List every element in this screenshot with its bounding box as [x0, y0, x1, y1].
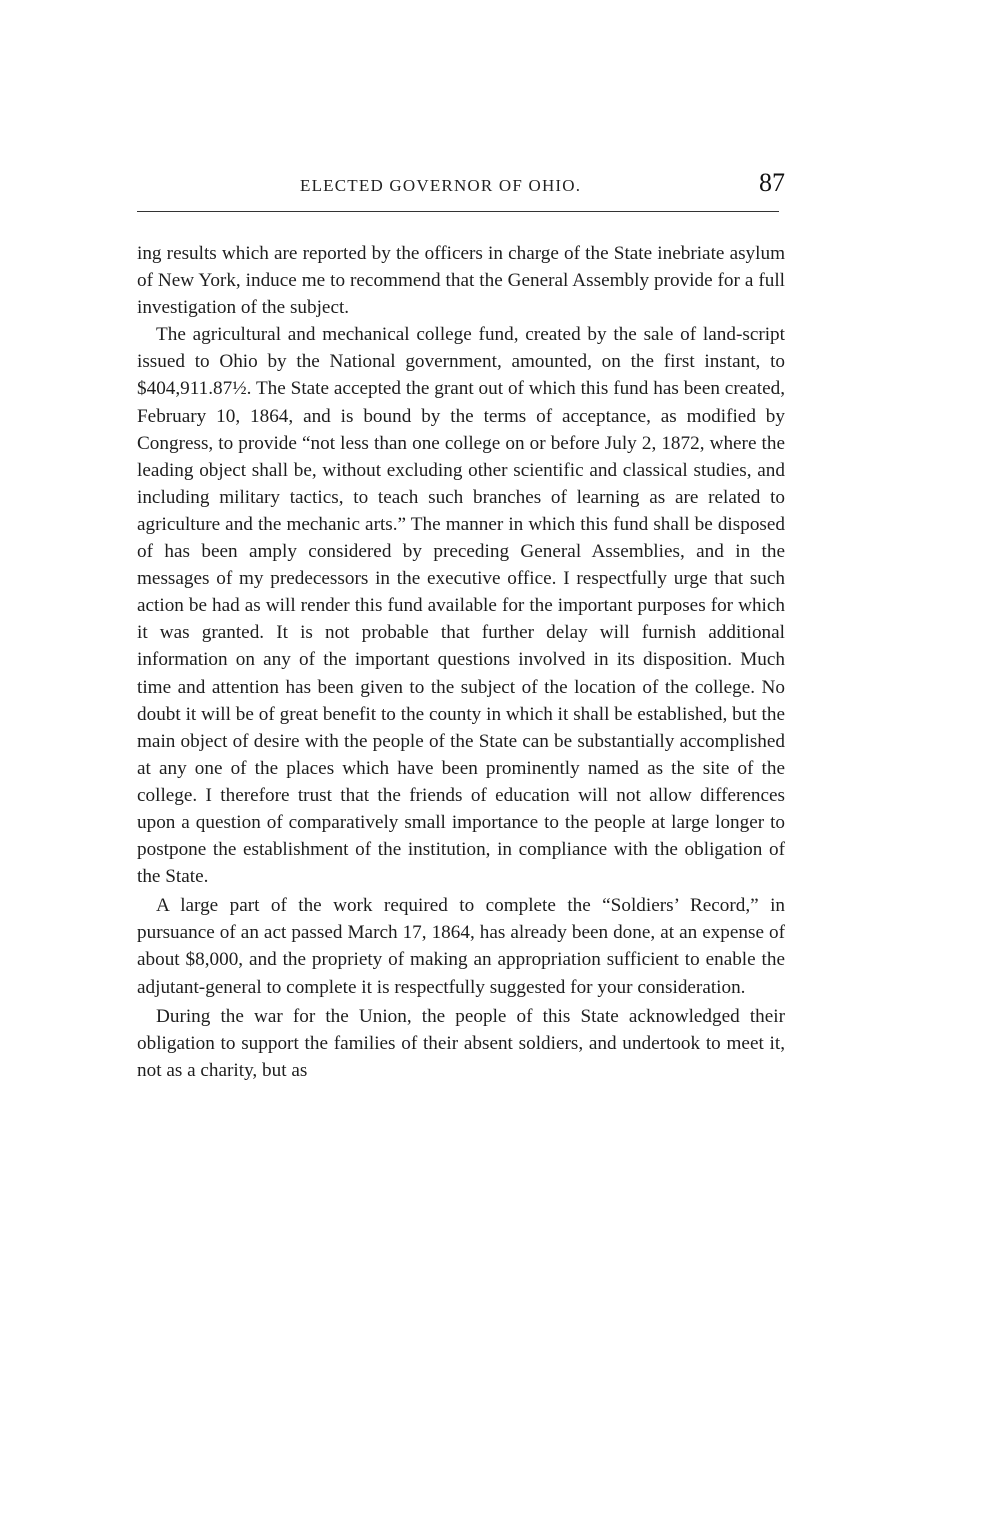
header-rule — [137, 211, 779, 212]
paragraph-continuation: ing results which are reported by the officers in charge of the State inebriate asylum of New York, induce me to recommend that the General Assembly provide for a full investigation of the subject. — [137, 243, 785, 319]
paragraph-war-families: During the war for the Union, the people of this State acknowledged their obligation to support the families of their absent soldiers, and undertook to meet it, not as a charity, but as — [137, 1005, 785, 1081]
body-text — [137, 240, 785, 1084]
page-number: 87 — [759, 168, 785, 197]
running-head — [137, 168, 787, 208]
paragraph-soldiers-record: A large part of the work required to complete the “Soldiers’ Record,” in pursuance of an act passed March 17, 1864, has already been done, at an expense of about $8,000, and the propriety of making an appropriation sufficient to enable the adjutant-general to complete it is respectfully suggested for your consideration. — [137, 895, 785, 998]
running-title: ELECTED GOVERNOR OF OHIO. — [300, 176, 582, 195]
paragraph-college-fund: The agricultural and mechanical college fund, created by the sale of land-script issued to Ohio by the National government, amounted, on the first instant, to $404,911.87½. The State accepted the grant out of which this fund has been created, February 10, 1864, and is bound by the terms of acceptance, as modified by Congress, to provide “not less than one college on or before July 2, 1872, where the leading object shall be, without excluding other scientific and classical studies, and including military tactics, to teach such branches of learning as are related to agriculture and the mechanic arts.” The manner in which this fund shall be disposed of has been amply considered by preceding General Assemblies, and in the messages of my predecessors in the executive office. I respectfully urge that such action be had as will render this fund available for the important purposes for which it was granted. It is not probable that further delay will furnish additional information on any of the important questions involved in its disposition. Much time and attention has been given to the subject of the location of the college. No doubt it will be of great benefit to the county in which it shall be established, but the main object of desire with the people of the State can be substantially accomplished at any one of the places which have been prominently named as the site of the college. I therefore trust that the friends of education will not allow differences upon a question of comparatively small importance to the people at large longer to postpone the establishment of the institution, in compliance with the obligation of the State. — [137, 324, 785, 888]
